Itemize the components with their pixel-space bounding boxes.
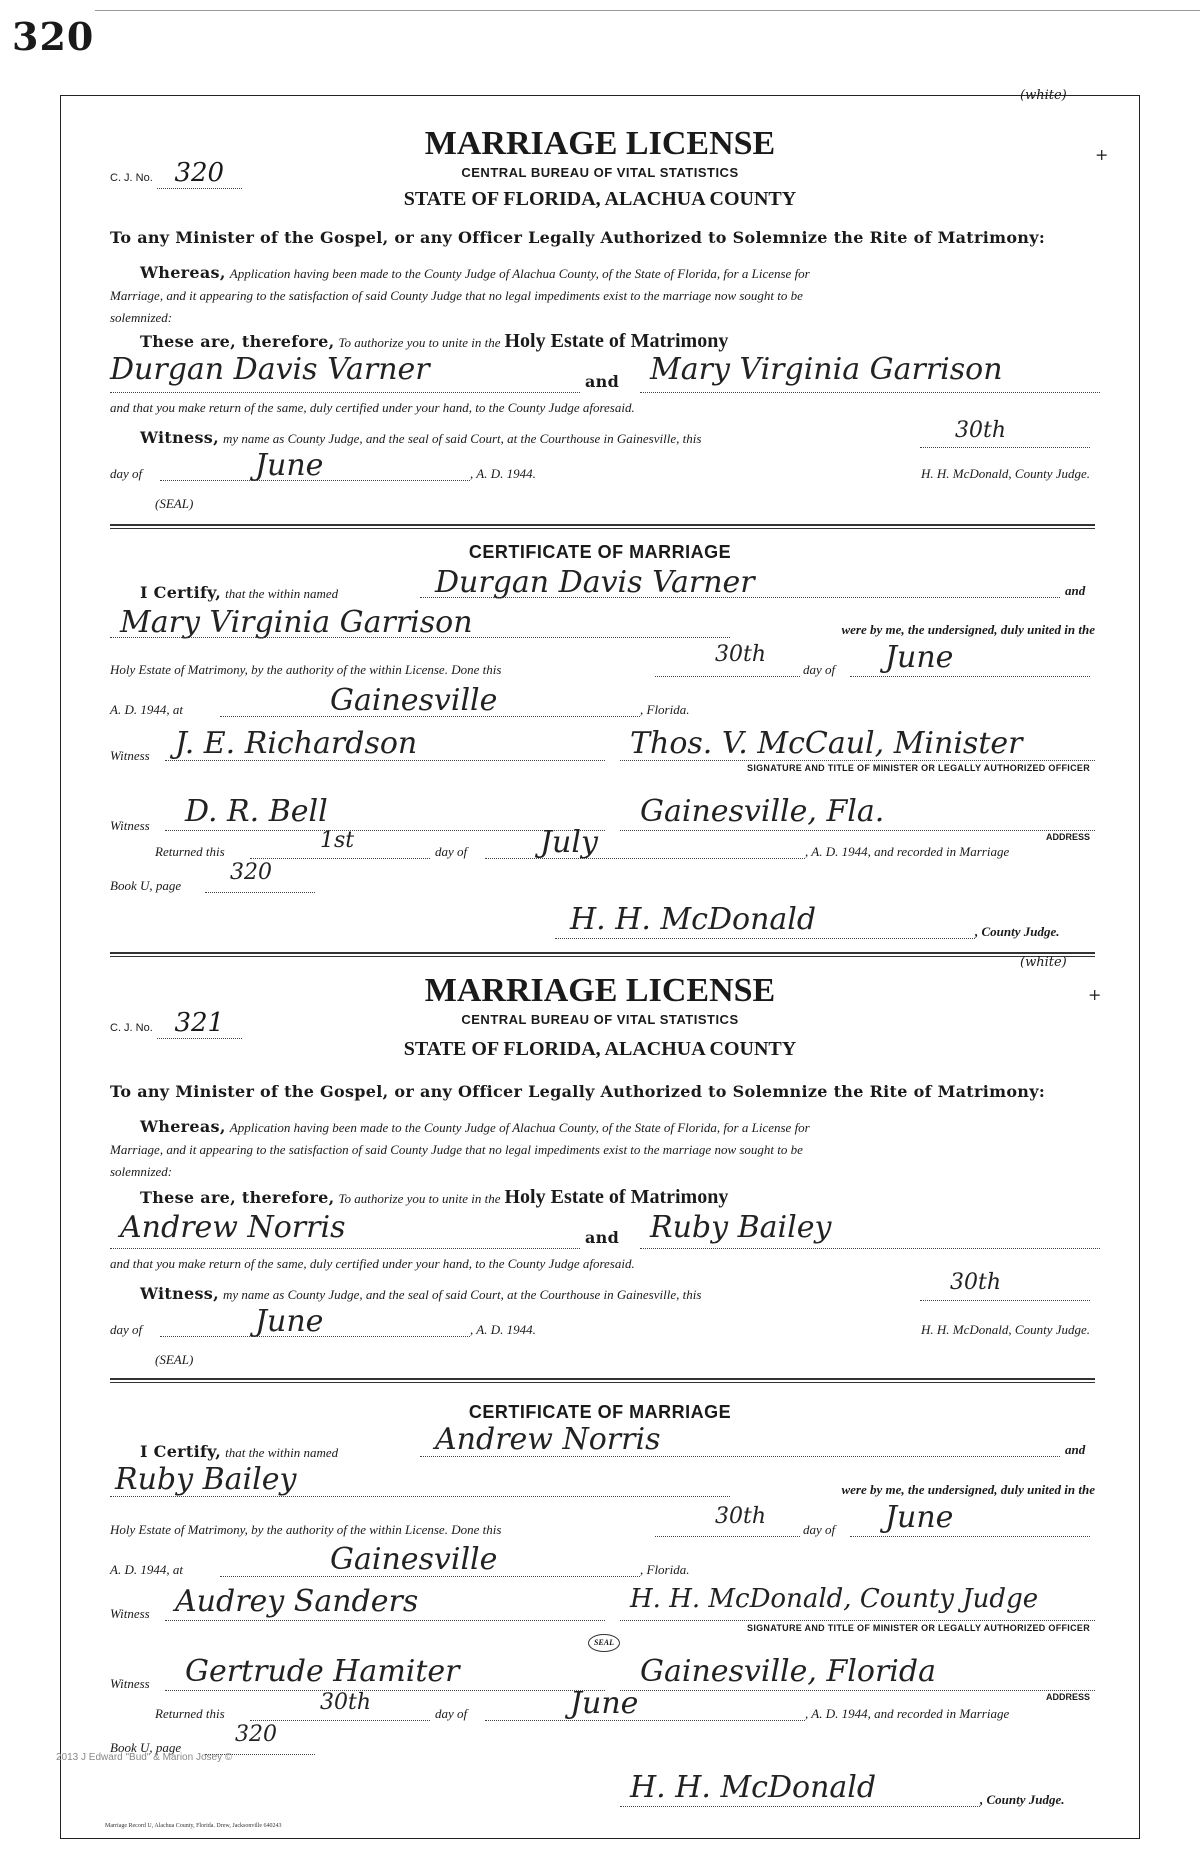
- officiant-address-line: [620, 1690, 1095, 1691]
- day-of-label: day of: [110, 466, 143, 481]
- officiant-signature: Thos. V. McCaul, Minister: [630, 726, 1023, 761]
- address-line: To any Minister of the Gospel, or any Officer Legally Authorized to Solemnize the Rite of Matrimony:: [110, 228, 1046, 247]
- license-day-line: [920, 447, 1090, 448]
- section-divider: [110, 524, 1095, 529]
- holy-text: Holy Estate of Matrimony, by the authority of the within License. Done this: [110, 662, 502, 677]
- whereas-paragraph: [110, 262, 1100, 329]
- license-title: MARRIAGE LICENSE: [424, 972, 776, 1009]
- bride-line: [640, 392, 1100, 393]
- recorded-text: , A. D. 1944, and recorded in Marriage: [805, 1706, 1010, 1721]
- judge-text: H. H. McDonald, County Judge.: [921, 466, 1090, 481]
- license-day: 30th: [950, 1270, 1002, 1295]
- seal-text: (SEAL): [155, 496, 194, 511]
- book-page-line: [205, 892, 315, 893]
- white-annotation: (white): [1020, 955, 1067, 970]
- judge-signature: H. H. McDonald: [570, 902, 817, 937]
- cj-number: 320: [157, 158, 242, 189]
- bride-line: [640, 1248, 1100, 1249]
- license-day: 30th: [955, 418, 1007, 443]
- holy-estate: Holy Estate of Matrimony: [504, 330, 729, 352]
- witness2-line: [165, 1690, 605, 1691]
- done-day: 30th: [715, 642, 767, 667]
- witness2-signature: D. R. Bell: [185, 794, 328, 829]
- witness-label: Witness,: [140, 428, 219, 447]
- cj-number-field: [110, 1008, 242, 1039]
- page-number: 320: [12, 14, 95, 59]
- certify-label: I Certify,: [140, 583, 222, 602]
- address-caption: ADDRESS: [1045, 1692, 1090, 1702]
- done-day-line: [655, 1536, 800, 1537]
- whereas-text-3: solemnized:: [110, 1164, 173, 1179]
- judge-line: [555, 938, 975, 939]
- cert-place: Gainesville: [330, 1542, 498, 1577]
- returned-month: July: [540, 825, 598, 860]
- margin-mark: +: [1095, 145, 1109, 164]
- bureau-line: CENTRAL BUREAU OF VITAL STATISTICS: [461, 1012, 739, 1027]
- cert-groom-line: [420, 1456, 1060, 1457]
- witness-label: Witness,: [140, 1284, 219, 1303]
- whereas-paragraph: [110, 1116, 1100, 1183]
- cj-label: C. J. No.: [110, 172, 153, 184]
- and-word: and: [585, 1228, 620, 1247]
- cj-label: C. J. No.: [110, 1022, 153, 1034]
- cert-place-line: [220, 1576, 640, 1577]
- witness1-signature: Audrey Sanders: [175, 1584, 419, 1619]
- done-day-of: day of: [803, 1522, 836, 1537]
- these-line: [140, 1186, 728, 1209]
- returned-day: 1st: [320, 828, 355, 853]
- these-text: To authorize you to unite in the: [338, 1191, 501, 1206]
- form-footer: Marriage Record U, Alachua County, Florida. Drew, Jacksonville 640243: [105, 1823, 282, 1829]
- ad-at-label: A. D. 1944, at: [110, 1562, 183, 1577]
- white-annotation: (white): [1020, 88, 1067, 103]
- these-line: [140, 330, 728, 353]
- done-day-line: [655, 676, 800, 677]
- whereas-text-3: solemnized:: [110, 310, 173, 325]
- officiant-signature: H. H. McDonald, County Judge: [630, 1584, 1039, 1614]
- seal-stamp: SEAL: [588, 1634, 620, 1652]
- done-day: 30th: [715, 1504, 767, 1529]
- witness2-signature: Gertrude Hamiter: [185, 1654, 460, 1689]
- witness1-signature: J. E. Richardson: [175, 726, 418, 761]
- ad-at-label: A. D. 1944, at: [110, 702, 183, 717]
- cert-and: and: [1065, 583, 1086, 598]
- groom-line: [110, 392, 580, 393]
- witness2-label: Witness: [110, 818, 150, 833]
- return-text: and that you make return of the same, duly certified under your hand, to the County Judge aforesaid.: [110, 400, 635, 415]
- signature-caption: SIGNATURE AND TITLE OF MINISTER OR LEGALLY AUTHORIZED OFFICER: [747, 1623, 1090, 1633]
- book-page: 320: [230, 860, 272, 885]
- groom-name: Durgan Davis Varner: [110, 352, 430, 387]
- witness-text: my name as County Judge, and the seal of said Court, at the Courthouse in Gainesville, this: [222, 1287, 702, 1302]
- cert-groom: Andrew Norris: [435, 1422, 661, 1457]
- day-of-label: day of: [110, 1322, 143, 1337]
- bureau-line: CENTRAL BUREAU OF VITAL STATISTICS: [461, 165, 739, 180]
- whereas-text-1: Application having been made to the County Judge of Alachua County, of the State of Florida, for a License for: [229, 1120, 810, 1135]
- returned-day-of: day of: [435, 1706, 468, 1721]
- witness1-line: [165, 1620, 605, 1621]
- returned-month-line: [485, 858, 805, 859]
- officiant-address-line: [620, 830, 1095, 831]
- returned-label: Returned this: [155, 1706, 225, 1721]
- these-label: These are, therefore,: [140, 1188, 335, 1207]
- ad-text: , A. D. 1944.: [470, 466, 536, 481]
- holy-text: Holy Estate of Matrimony, by the authority of the within License. Done this: [110, 1522, 502, 1537]
- cert-groom-line: [420, 597, 1060, 598]
- done-day-of: day of: [803, 662, 836, 677]
- signature-caption: SIGNATURE AND TITLE OF MINISTER OR LEGALLY AUTHORIZED OFFICER: [747, 763, 1090, 773]
- these-label: These are, therefore,: [140, 332, 335, 351]
- whereas-text-2: Marriage, and it appearing to the satisfaction of said County Judge that no legal impediments exist to the marriage now sought to be: [110, 1142, 803, 1157]
- license-day-line: [920, 1300, 1090, 1301]
- certify-text: that the within named: [225, 586, 339, 601]
- witness-line: [140, 1284, 701, 1304]
- cert-groom: Durgan Davis Varner: [435, 565, 755, 600]
- certify-line: [140, 583, 338, 603]
- returned-day-of: day of: [435, 844, 468, 859]
- seal-text: (SEAL): [155, 1352, 194, 1367]
- florida-text: , Florida.: [640, 1562, 690, 1577]
- united-text: were by me, the undersigned, duly united in the: [841, 622, 1095, 637]
- witness1-label: Witness: [110, 748, 150, 763]
- cert-and: and: [1065, 1442, 1086, 1457]
- license-title: MARRIAGE LICENSE: [424, 125, 776, 162]
- groom-line: [110, 1248, 580, 1249]
- book-label: Book U, page: [110, 1740, 182, 1755]
- officiant-line: [620, 1620, 1095, 1621]
- county-judge-text: , County Judge.: [975, 924, 1060, 939]
- cj-number: 321: [157, 1008, 242, 1039]
- united-text: were by me, the undersigned, duly united in the: [841, 1482, 1095, 1497]
- these-text: To authorize you to unite in the: [338, 335, 501, 350]
- certificate-title: CERTIFICATE OF MARRIAGE: [468, 1402, 732, 1422]
- record-divider: [110, 952, 1095, 957]
- certify-text: that the within named: [225, 1445, 339, 1460]
- cert-bride-line: [110, 637, 730, 638]
- officiant-address: Gainesville, Florida: [640, 1654, 936, 1689]
- officiant-line: [620, 760, 1095, 761]
- top-edge-line: [95, 10, 1200, 11]
- margin-mark: +: [1088, 985, 1102, 1004]
- cert-place: Gainesville: [330, 683, 498, 718]
- certificate-title: CERTIFICATE OF MARRIAGE: [468, 542, 732, 562]
- cert-bride: Ruby Bailey: [115, 1462, 297, 1497]
- judge-text: H. H. McDonald, County Judge.: [921, 1322, 1090, 1337]
- county-line: STATE OF FLORIDA, ALACHUA COUNTY: [403, 188, 797, 210]
- copyright-watermark: 2013 J Edward "Bud" & Marion Josey ©: [56, 1752, 233, 1763]
- groom-name: Andrew Norris: [120, 1210, 346, 1245]
- judge-line: [620, 1806, 980, 1807]
- witness1-line: [165, 760, 605, 761]
- whereas-text-2: Marriage, and it appearing to the satisfaction of said County Judge that no legal impediments exist to the marriage now sought to be: [110, 288, 803, 303]
- county-line: STATE OF FLORIDA, ALACHUA COUNTY: [403, 1038, 797, 1060]
- and-word: and: [585, 372, 620, 391]
- license-month: June: [255, 1304, 324, 1339]
- ad-text: , A. D. 1944.: [470, 1322, 536, 1337]
- done-month-line: [850, 1536, 1090, 1537]
- recorded-text: , A. D. 1944, and recorded in Marriage: [805, 844, 1010, 859]
- book-label: Book U, page: [110, 878, 182, 893]
- cj-number-field: [110, 158, 242, 189]
- witness1-label: Witness: [110, 1606, 150, 1621]
- county-judge-text: , County Judge.: [980, 1792, 1065, 1807]
- returned-day: 30th: [320, 1690, 372, 1715]
- whereas-label: Whereas,: [140, 1117, 226, 1136]
- certify-label: I Certify,: [140, 1442, 222, 1461]
- month-line: [160, 480, 470, 481]
- witness2-label: Witness: [110, 1676, 150, 1691]
- whereas-label: Whereas,: [140, 263, 226, 282]
- witness2-line: [165, 830, 605, 831]
- cert-bride: Mary Virginia Garrison: [120, 605, 473, 640]
- judge-signature: H. H. McDonald: [630, 1770, 877, 1805]
- return-text: and that you make return of the same, duly certified under your hand, to the County Judge aforesaid.: [110, 1256, 635, 1271]
- officiant-address: Gainesville, Fla.: [640, 794, 885, 829]
- book-page: 320: [235, 1722, 277, 1747]
- cert-place-line: [220, 716, 640, 717]
- holy-estate: Holy Estate of Matrimony: [504, 1186, 729, 1208]
- done-month: June: [885, 1500, 954, 1535]
- witness-text: my name as County Judge, and the seal of said Court, at the Courthouse in Gainesville, this: [222, 431, 702, 446]
- whereas-text-1: Application having been made to the County Judge of Alachua County, of the State of Florida, for a License for: [229, 266, 810, 281]
- done-month: June: [885, 640, 954, 675]
- returned-day-line: [250, 1720, 430, 1721]
- returned-month: June: [570, 1686, 639, 1721]
- certify-line: [140, 1442, 338, 1462]
- returned-label: Returned this: [155, 844, 225, 859]
- florida-text: , Florida.: [640, 702, 690, 717]
- cert-bride-line: [110, 1496, 730, 1497]
- address-caption: ADDRESS: [1045, 832, 1090, 842]
- month-line: [160, 1336, 470, 1337]
- address-line: To any Minister of the Gospel, or any Officer Legally Authorized to Solemnize the Rite of Matrimony:: [110, 1082, 1046, 1101]
- bride-name: Mary Virginia Garrison: [650, 352, 1003, 387]
- section-divider: [110, 1378, 1095, 1383]
- returned-month-line: [485, 1720, 805, 1721]
- bride-name: Ruby Bailey: [650, 1210, 832, 1245]
- license-month: June: [255, 448, 324, 483]
- done-month-line: [850, 676, 1090, 677]
- witness-line: [140, 428, 701, 448]
- returned-day-line: [250, 858, 430, 859]
